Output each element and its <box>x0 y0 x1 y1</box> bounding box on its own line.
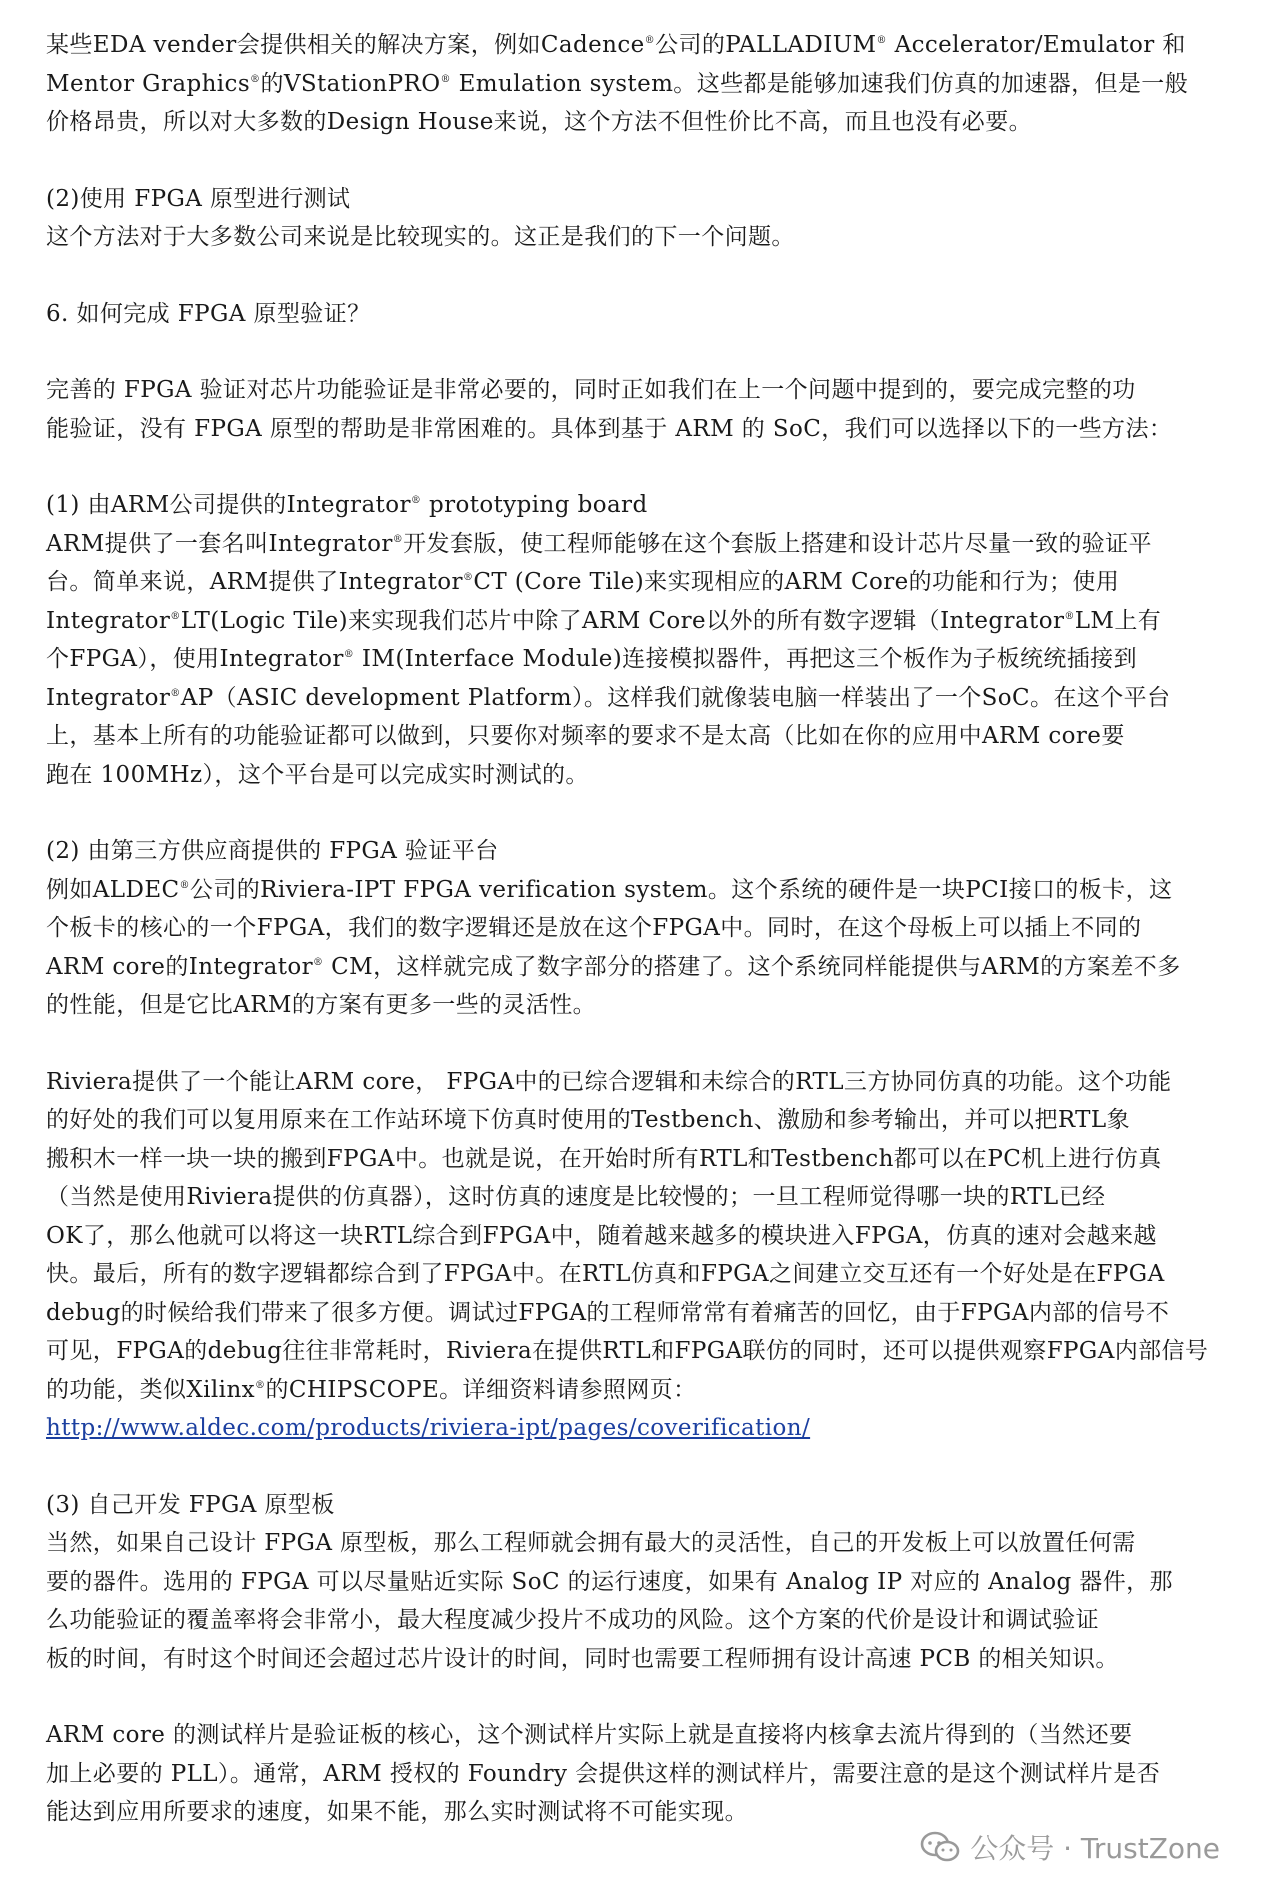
text-line: 价格昂贵，所以对大多数的Design House来说，这个方法不但性价比不高，而且也没有必要。 <box>46 109 1032 135</box>
text-line: Riviera提供了一个能让ARM core， FPGA中的已综合逻辑和未综合的RTL三方协同仿真的功能。这个功能 <box>46 1068 1172 1095</box>
text-line: 要的器件。选用的 FPGA 可以尽量贴近实际 SoC 的运行速度，如果有 Analog IP 对应的 Analog 器件，那 <box>46 1568 1173 1595</box>
text-line: 例如ALDEC®公司的Riviera-IPT FPGA verification system。这个系统的硬件是一块PCI接口的板卡，这 <box>46 876 1173 903</box>
text-line: 加上必要的 PLL）。通常，ARM 授权的 Foundry 会提供这样的测试样片，需要注意的是这个测试样片是否 <box>46 1760 1161 1787</box>
text-line: 可见，FPGA的debug往往非常耗时，Riviera在提供RTL和FPGA联仿的同时，还可以提供观察FPGA内部信号 <box>46 1338 1209 1364</box>
text-line: Mentor Graphics®的VStationPRO® Emulation system。这些都是能够加速我们仿真的加速器，但是一般 <box>46 70 1189 97</box>
text-line: Integrator®AP（ASIC development Platform）。这样我们就像装电脑一样装出了一个SoC。在这个平台 <box>46 684 1171 711</box>
text-line: 个FPGA），使用Integrator® IM(Interface Module)连接模拟器件，再把这三个板作为子板统统插接到 <box>46 646 1137 672</box>
text-line: 上，基本上所有的功能验证都可以做到，只要你对频率的要求不是太高（比如在你的应用中ARM core要 <box>46 723 1125 749</box>
text-line: ARM提供了一套名叫Integrator®开发套版，使工程师能够在这个套版上搭建和设计芯片尽量一致的验证平 <box>46 530 1152 557</box>
reference-line <box>46 1409 1246 1448</box>
aldec-url-link[interactable]: http://www.aldec.com/products/riviera-ipt/pages/coverification/ <box>46 1415 811 1441</box>
text-line: ARM core 的测试样片是验证板的核心，这个测试样片实际上就是直接将内核拿去流片得到的（当然还要 <box>46 1722 1133 1748</box>
text-line: 么功能验证的覆盖率将会非常小，最大程度减少投片不成功的风险。这个方案的代价是设计和调试验证 <box>46 1607 1099 1633</box>
text-line: debug的时候给我们带来了很多方便。调试过FPGA的工程师常常有着痛苦的回忆，由于FPGA内部的信号不 <box>46 1299 1170 1326</box>
text-line: 快。最后，所有的数字逻辑都综合到了FPGA中。在RTL仿真和FPGA之间建立交互还有一个好处是在FPGA <box>46 1261 1165 1287</box>
section-heading: (2) 由第三方供应商提供的 FPGA 验证平台 <box>46 838 499 864</box>
section-heading: (1) 由ARM公司提供的Integrator® prototyping board <box>46 492 648 518</box>
question-heading: 6. 如何完成 FPGA 原型验证？ <box>46 300 371 327</box>
text-line: ARM core的Integrator® CM，这样就完成了数字部分的搭建了。这个系统同样能提供与ARM的方案差不多 <box>46 953 1181 980</box>
text-line: （当然是使用Riviera提供的仿真器），这时仿真的速度是比较慢的；一旦工程师觉得哪一块的RTL已经 <box>46 1184 1106 1210</box>
text-line: 这个方法对于大多数公司来说是比较现实的。这正是我们的下一个问题。 <box>46 224 795 250</box>
text-line: 的功能，类似Xilinx®的CHIPSCOPE。详细资料请参照网页： <box>46 1376 697 1403</box>
text-line: 的性能，但是它比ARM的方案有更多一些的灵活性。 <box>46 992 597 1018</box>
section-heading: (3) 自己开发 FPGA 原型板 <box>46 1491 335 1518</box>
text-line: 的好处的我们可以复用原来在工作站环境下仿真时使用的Testbench、激励和参考输出，并可以把RTL象 <box>46 1107 1130 1133</box>
text-line: Integrator®LT(Logic Tile)来实现我们芯片中除了ARM Core以外的所有数字逻辑（Integrator®LM上有 <box>46 607 1162 634</box>
section-heading: (2)使用 FPGA 原型进行测试 <box>46 185 351 212</box>
text-line: 台。简单来说，ARM提供了Integrator®CT (Core Tile)来实现相应的ARM Core的功能和行为；使用 <box>46 569 1120 595</box>
document-body <box>46 26 1246 1832</box>
text-line: 跑在 100MHz），这个平台是可以完成实时测试的。 <box>46 761 589 788</box>
text-line: 当然，如果自己设计 FPGA 原型板，那么工程师就会拥有最大的灵活性，自己的开发板上可以放置任何需 <box>46 1530 1136 1556</box>
text-line: 能验证，没有 FPGA 原型的帮助是非常困难的。具体到基于 ARM 的 SoC，我们可以选择以下的一些方法： <box>46 415 1173 442</box>
watermark-text: 公众号 · TrustZone <box>970 1832 1220 1865</box>
text-line: 个板卡的核心的一个FPGA，我们的数字逻辑还是放在这个FPGA中。同时，在这个母板上可以插上不同的 <box>46 915 1142 941</box>
text-line: 搬积木一样一块一块的搬到FPGA中。也就是说，在开始时所有RTL和Testbench都可以在PC机上进行仿真 <box>46 1145 1162 1172</box>
text-line: 完善的 FPGA 验证对芯片功能验证是非常必要的，同时正如我们在上一个问题中提到的，要完成完整的功 <box>46 377 1136 403</box>
text-line: 能达到应用所要求的速度，如果不能，那么实时测试将不可能实现。 <box>46 1799 748 1825</box>
watermark <box>920 1827 1220 1867</box>
text-line: 某些EDA vender会提供相关的解决方案，例如Cadence®公司的PALLADIUM® Accelerator/Emulator 和 <box>46 32 1186 58</box>
wechat-icon <box>920 1831 960 1863</box>
text-line: 板的时间，有时这个时间还会超过芯片设计的时间，同时也需要工程师拥有设计高速 PCB 的相关知识。 <box>46 1645 1119 1672</box>
text-line: OK了，那么他就可以将这一块RTL综合到FPGA中，随着越来越多的模块进入FPGA，仿真的速对会越来越 <box>46 1222 1157 1249</box>
